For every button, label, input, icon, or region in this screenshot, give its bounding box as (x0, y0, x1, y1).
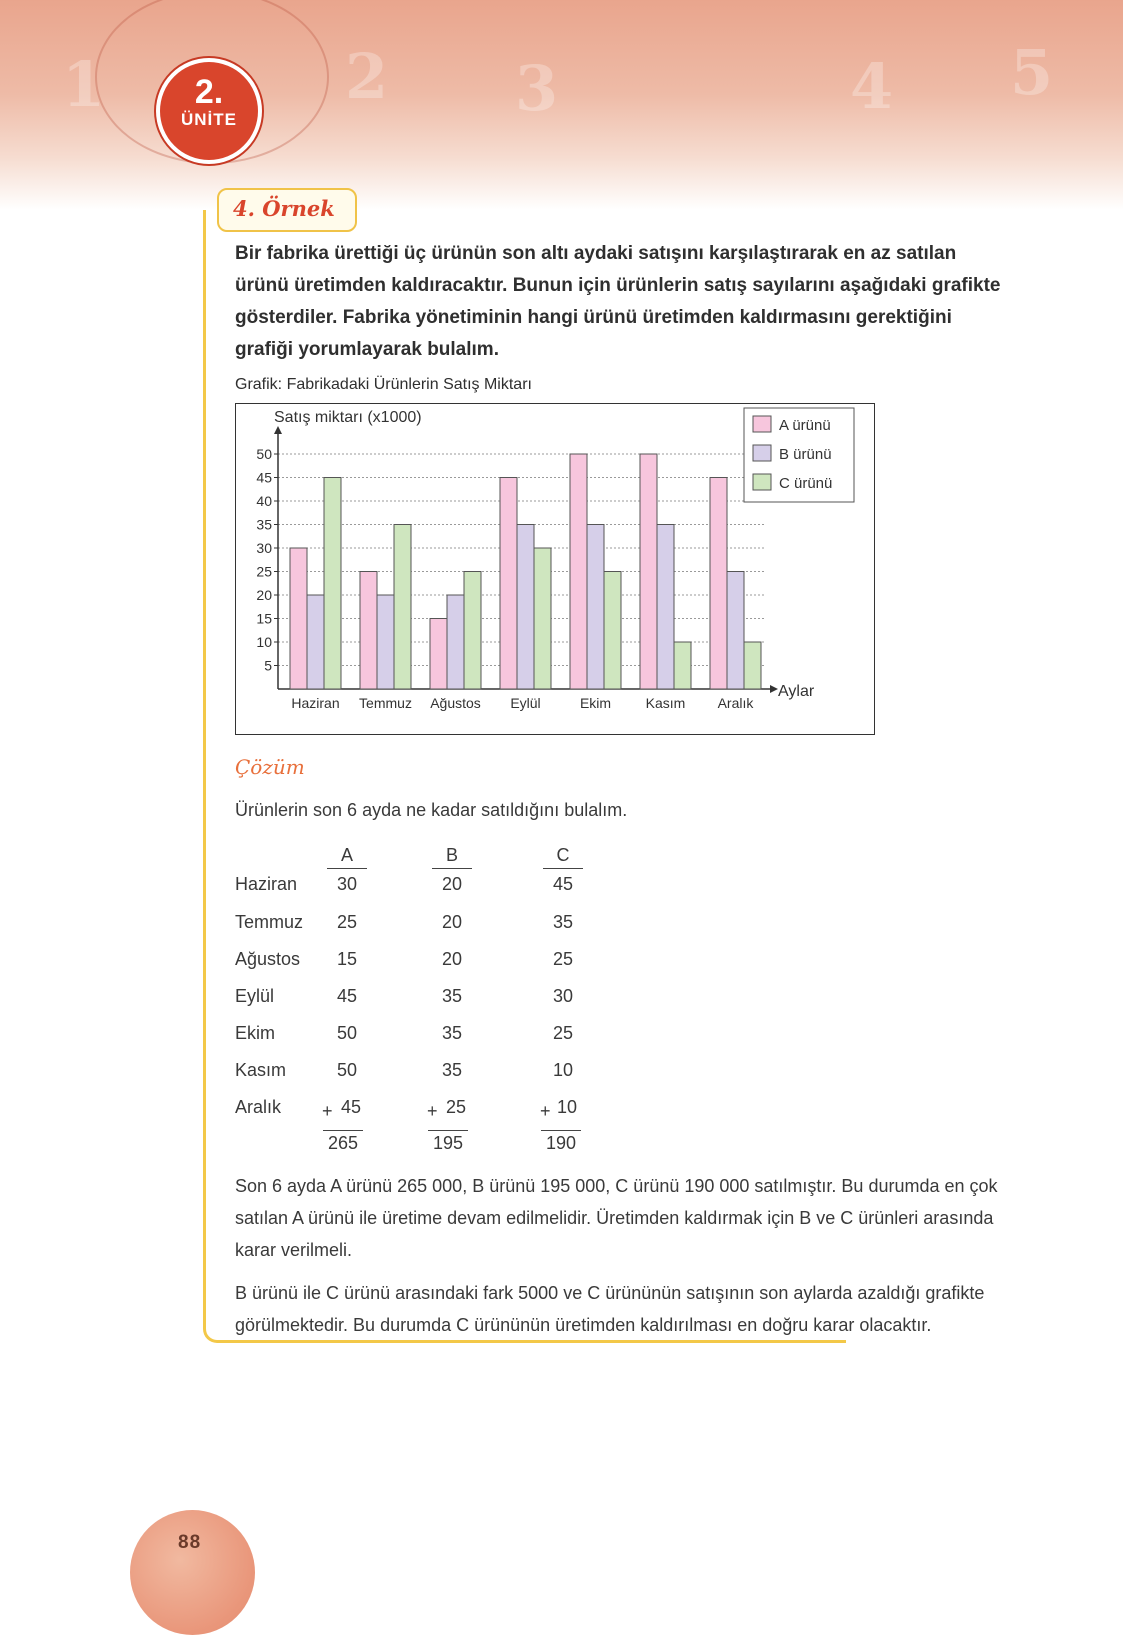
chart-caption: Grafik: Fabrikadaki Ürünlerin Satış Miktarı (235, 376, 532, 393)
bar-c-ağustos (464, 572, 481, 690)
y-tick-label: 20 (256, 587, 272, 603)
example-tag (217, 188, 357, 232)
header-digit: 4 (850, 50, 894, 123)
chart-xlabel: Aylar (778, 683, 815, 700)
bar-b-eylül (517, 525, 534, 690)
unit-number: 2. (194, 73, 224, 111)
table-cell-b: 25 (445, 1097, 467, 1117)
header-digit: 1 (62, 48, 106, 121)
table-month: Aralık (235, 1097, 282, 1117)
table-cell-b: 35 (441, 1023, 463, 1043)
table-cell-b: 20 (441, 874, 463, 894)
table-month: Temmuz (235, 912, 304, 932)
legend-label: B ürünü (779, 446, 832, 463)
table-cell-a: 45 (340, 1097, 362, 1117)
bar-a-temmuz (360, 572, 377, 690)
conclusion-paragraph: Son 6 ayda A ürünü 265 000, B ürünü 195 000, C ürünü 190 000 satılmıştır. Bu durumda en çok satılan A ürünü ile üretime devam edilmelidir. Üretimden kaldırmak için B ve C ürünleri arasında karar verilmeli. (235, 1176, 998, 1260)
table-cell-c: 25 (552, 949, 574, 969)
table-month: Ekim (235, 1023, 275, 1043)
y-tick-label: 40 (256, 493, 272, 509)
x-tick-label: Kasım (645, 695, 686, 711)
bar-b-temmuz (377, 595, 394, 689)
table-cell-a: 25 (336, 912, 358, 932)
table-cell-c: 30 (552, 986, 574, 1006)
y-tick-label: 30 (256, 540, 272, 556)
y-tick-label: 25 (256, 563, 272, 580)
bar-c-temmuz (394, 525, 411, 690)
table-cell-c: 10 (556, 1097, 578, 1117)
table-total-c: 190 (545, 1133, 577, 1153)
bar-a-ağustos (430, 619, 447, 690)
table-header-c: C (543, 845, 583, 869)
unit-badge (160, 62, 258, 160)
table-cell-a: 15 (336, 949, 358, 969)
legend-swatch (753, 474, 771, 490)
table-cell-a: 30 (336, 874, 358, 894)
problem-text: Bir fabrika ürettiği üç ürünün son altı aydaki satışını karşılaştırarak en az satılan ürünü üretimden kaldıracaktır. Bunun için ürünlerin satış sayılarını aşağıdaki grafikte gösterdiler. Fabrika yönetiminin hangi ürünü üretimden kaldırmasını gerektiğini grafiği yorumlayarak bulalım. (235, 243, 1001, 360)
table-cell-b: 20 (441, 912, 463, 932)
table-cell-a: 45 (336, 986, 358, 1006)
bar-a-haziran (290, 548, 307, 689)
x-tick-label: Ağustos (430, 695, 481, 711)
sum-rule (323, 1130, 363, 1131)
page-number: 88 (178, 1532, 202, 1553)
header-digit: 5 (1010, 36, 1054, 109)
bar-a-aralık (710, 478, 727, 690)
chart-svg (236, 404, 872, 732)
plus-sign: + (322, 1101, 333, 1121)
bar-b-kasım (657, 525, 674, 690)
y-axis-arrow (274, 426, 282, 434)
sales-chart (235, 403, 875, 735)
legend-swatch (753, 445, 771, 461)
bar-a-kasım (640, 454, 657, 689)
bar-c-kasım (674, 642, 691, 689)
table-cell-a: 50 (336, 1060, 358, 1080)
y-tick-label: 50 (256, 446, 272, 462)
table-month: Eylül (235, 986, 275, 1006)
table-month: Ağustos (235, 949, 301, 969)
legend-label: A ürünü (779, 417, 831, 434)
unit-word: ÜNİTE (181, 110, 237, 129)
conclusion-paragraph: B ürünü ile C ürünü arasındaki fark 5000 ve C ürününün satışının son aylarda azaldığı grafikte görülmektedir. Bu durumda C ürününün üretimden kaldırılması en doğru karar olacaktır. (235, 1283, 985, 1335)
plus-sign: + (427, 1101, 438, 1121)
y-tick-label: 35 (256, 516, 272, 533)
bar-b-ekim (587, 525, 604, 690)
x-axis-arrow (770, 685, 778, 693)
plus-sign: + (540, 1101, 551, 1121)
x-tick-label: Ekim (579, 695, 612, 711)
x-tick-label: Temmuz (359, 695, 412, 711)
sum-rule (541, 1130, 581, 1131)
example-label: 4. Örnek (233, 196, 335, 221)
bar-c-aralık (744, 642, 761, 689)
bar-c-ekim (604, 572, 621, 690)
table-cell-c: 25 (552, 1023, 574, 1043)
y-tick-label: 10 (256, 634, 272, 650)
table-cell-c: 10 (552, 1060, 574, 1080)
bar-a-ekim (570, 454, 587, 689)
header-digit: 2 (345, 40, 389, 113)
table-cell-b: 35 (441, 1060, 463, 1080)
legend-label: C ürünü (779, 475, 833, 492)
table-total-a: 265 (327, 1133, 359, 1153)
bar-b-aralık (727, 572, 744, 690)
header-digit: 3 (515, 52, 559, 125)
page-number-circle (130, 1510, 255, 1635)
table-total-b: 195 (432, 1133, 464, 1153)
table-cell-b: 20 (441, 949, 463, 969)
solution-title: Çözüm (235, 755, 305, 779)
table-cell-c: 35 (552, 912, 574, 932)
bar-c-haziran (324, 478, 341, 690)
bar-b-haziran (307, 595, 324, 689)
table-cell-c: 45 (552, 874, 574, 894)
solution-intro: Ürünlerin son 6 ayda ne kadar satıldığını bulalım. (235, 800, 628, 820)
sum-rule (428, 1130, 468, 1131)
x-tick-label: Aralık (717, 695, 754, 711)
x-tick-label: Eylül (510, 695, 541, 711)
x-tick-label: Haziran (291, 695, 340, 711)
table-cell-a: 50 (336, 1023, 358, 1043)
legend-swatch (753, 416, 771, 432)
table-cell-b: 35 (441, 986, 463, 1006)
y-tick-label: 15 (256, 610, 272, 627)
table-month: Kasım (235, 1060, 287, 1080)
bar-b-ağustos (447, 595, 464, 689)
bar-c-eylül (534, 548, 551, 689)
table-month: Haziran (235, 874, 298, 894)
chart-ylabel: Satış miktarı (x1000) (274, 409, 422, 426)
table-header-b: B (432, 845, 472, 869)
table-header-a: A (327, 845, 367, 869)
y-tick-label: 5 (264, 657, 272, 674)
bar-a-eylül (500, 478, 517, 690)
y-tick-label: 45 (256, 469, 272, 486)
